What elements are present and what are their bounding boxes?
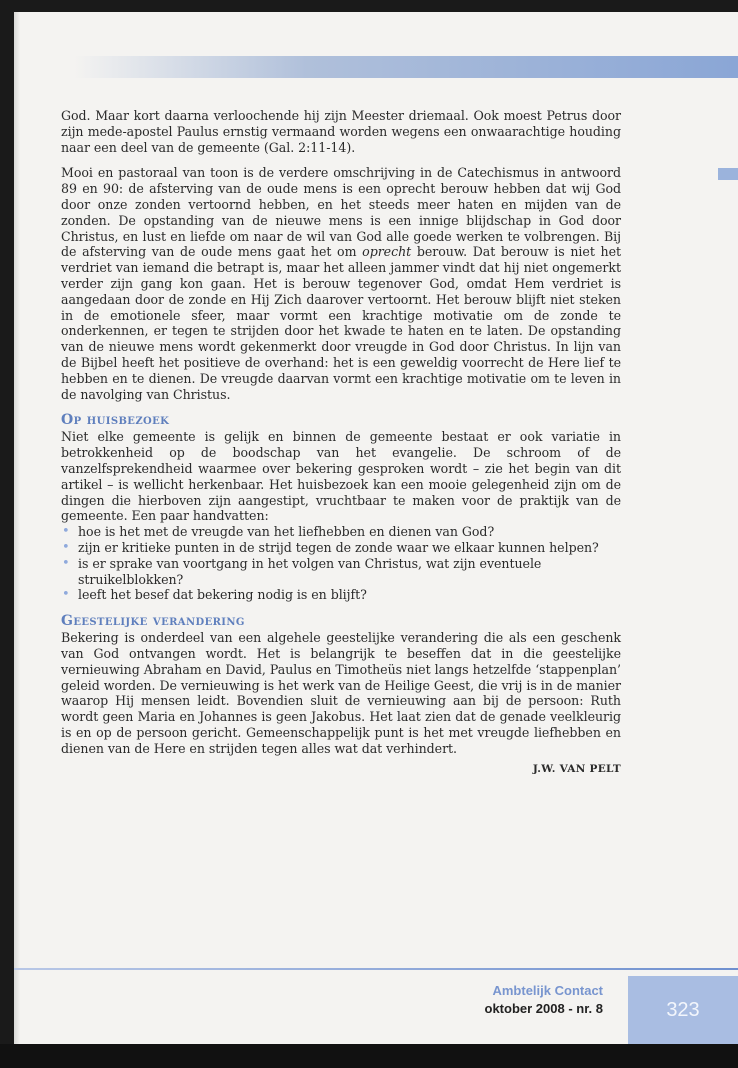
magazine-title: Ambtelijk Contact [492,983,603,998]
emphasis-text: oprecht [362,244,412,260]
list-item [61,556,621,588]
bullet-icon: • [62,539,70,555]
scan-border [0,1044,738,1068]
list-item [61,587,621,603]
issue-label: oktober 2008 - nr. 8 [484,1001,603,1016]
footer [485,982,604,1018]
section-heading-huisbezoek: Op huisbezoek [61,412,170,429]
page [14,12,738,1044]
footer-rule [14,968,738,970]
page-gutter-shadow [14,12,20,1044]
section-heading-geestelijke-verandering: Geestelijke verandering [61,613,245,630]
paragraph-text: berouw. Dat berouw is niet het verdriet van iemand die betrapt is, maar het alleen jammer vindt dat hij niet ongemerkt verder zijn gang kon gaan. Het is berouw tegenover God, omdat Hem verdriet is aangedaan door de zonde en Hij Zich daarover vertoornt. Het berouw blijft niet steken in de emotionele sfeer, maar vormt een krachtige motivatie om de zonde te onderkennen, er tegen te strijden door het kwade te haten en te laten. De opstanding van de nieuwe mens wordt gekenmerkt door vreugde in God door Christus. In lijn van de Bijbel heeft het positieve de overhand: het is een geweldig voorrecht de Here lief te hebben en te dienen. De vreugde daarvan vormt een krachtige motivatie om te leven in de navolging van Christus. [61,244,621,402]
bullet-icon: • [62,555,70,571]
paragraph: Bekering is onderdeel van een algehele geestelijke verandering die als een geschenk van God ontvangen wordt. Het is belangrijk te beseffen dat in die geestelijke vernieuwing Abraham en David, Paulus en Timotheüs niet langs hetzelfde ‘stappenplan’ geleid worden. De vernieuwing is het werk van de Heilige Geest, die vrij is in de manier waarop Hij mensen leidt. Bovendien sluit de vernieuwing aan bij de persoon: Ruth wordt geen Maria en Johannes is geen Jakobus. Het laat zien dat de genade veelkleurig is en op de persoon gericht. Gemeenschappelijk punt is het met vreugde liefhebben en dienen van de Here en strijden tegen alles wat dat verhindert. [61,630,621,756]
header-color-band [74,56,738,78]
page-number: 323 [628,976,738,1044]
article-body [61,108,621,778]
bullet-icon: • [62,524,70,540]
list-item [61,540,621,556]
list-item-text: zijn er kritieke punten in de strijd tegen de zonde waar we elkaar kunnen helpen? [78,539,599,555]
list-item-text: leeft het besef dat bekering nodig is en blijft? [78,587,367,603]
list-item [61,524,621,540]
paragraph [61,165,621,402]
paragraph: Niet elke gemeente is gelijk en binnen de gemeente bestaat er ook variatie in betrokkenheid op de boodschap van het evangelie. De schroom of de vanzelfsprekendheid waarmee over bekering gesproken wordt – zie het begin van dit artikel – is wellicht herkenbaar. Het huisbezoek kan een mooie gelegenheid zijn om de dingen die hierboven zijn aangestipt, vruchtbaar te maken voor de praktijk van de gemeente. Een paar handvatten: [61,429,621,524]
side-color-tab [718,168,738,180]
author-name: J.W. VAN PELT [532,763,621,776]
bullet-list [61,524,621,603]
paragraph: God. Maar kort daarna verloochende hij zijn Meester driemaal. Ook moest Petrus door zijn mede-apostel Paulus ernstig vermaand worden wegens een onwaarachtige houding naar een deel van de gemeente (Gal. 2:11-14). [61,108,621,155]
paragraph-text: Mooi en pastoraal van toon is de verdere omschrijving in de Catechismus in antwoord 89 en 90: de afsterving van de oude mens is een oprecht berouw hebben dat wij God door onze zonden vertoornd hebben, en het steeds meer haten en mijden van de zonden. De opstanding van de nieuwe mens is een innige blijdschap in God door Christus, en lust en liefde om naar de wil van God alle goede werken te volbrengen. Bij de afsterving van de oude mens gaat het om [61,165,621,260]
list-item-text: is er sprake van voortgang in het volgen van Christus, wat zijn eventuele struikelblokken? [78,555,542,587]
bullet-icon: • [62,587,70,603]
list-item-text: hoe is het met de vreugde van het liefhebben en dienen van God? [78,524,495,540]
